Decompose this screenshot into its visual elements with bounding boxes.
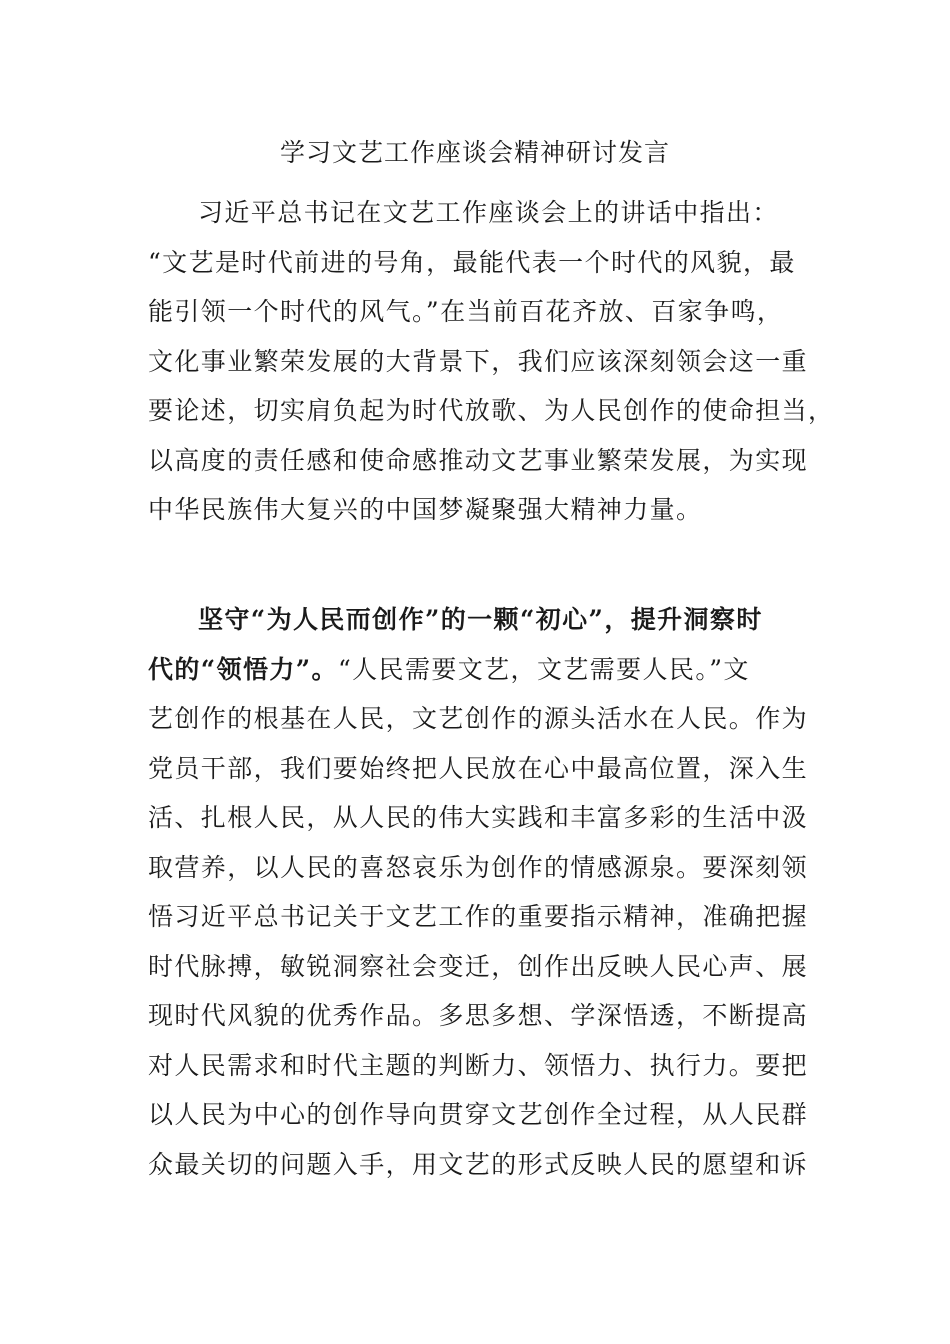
section-heading-end: 代的“领悟力”。 [148,654,338,684]
paragraph-line: 悟习近平总书记关于文艺工作的重要指示精神，准确把握 [148,902,809,931]
paragraph-line: 以高度的责任感和使命感推动文艺事业繁荣发展，为实现 [148,445,809,475]
paragraph-line: 对人民需求和时代主题的判断力、领悟力、执行力。要把 [148,1050,809,1080]
paragraph-line: “文艺是时代前进的号角，最能代表一个时代的风貌，最 [148,247,796,277]
page-title: 学习文艺工作座谈会精神研讨发言 [279,138,670,167]
paragraph-line: 习近平总书记在文艺工作座谈会上的讲话中指出： [198,198,779,227]
paragraph-line: 能引领一个时代的风气。”在当前百花齐放、百家争鸣， [148,297,784,326]
paragraph-line: 现时代风貌的优秀作品。多思多想、学深悟透，不断提高 [148,1001,809,1030]
intro-paragraph [148,188,835,535]
section-heading: 坚守“为人民而创作”的一颗“初心”，提升洞察时 [198,605,763,634]
quote-text: “人民需要文艺，文艺需要人民。”文 [337,654,750,684]
section-paragraph [148,595,809,1189]
paragraph-line: 活、扎根人民，从人民的伟大实践和丰富多彩的生活中汲 [148,803,809,832]
paragraph-line: 文化事业繁荣发展的大背景下，我们应该深刻领会这一重 [148,346,809,376]
paragraph-line: 时代脉搏，敏锐洞察社会变迁，创作出反映人民心声、展 [148,951,809,981]
paragraph-line: 众最关切的问题入手，用文艺的形式反映人民的愿望和诉 [148,1149,809,1179]
paragraph-line: 以人民为中心的创作导向贯穿文艺创作全过程，从人民群 [148,1100,809,1129]
paragraph-line: 党员干部，我们要始终把人民放在心中最高位置，深入生 [148,753,809,783]
paragraph-line: 艺创作的根基在人民，文艺创作的源头活水在人民。作为 [148,704,809,733]
paragraph-line: 要论述，切实肩负起为时代放歌、为人民创作的使命担当， [148,396,835,425]
paragraph-line [148,645,796,695]
paragraph-line: 取营养，以人民的喜怒哀乐为创作的情感源泉。要深刻领 [148,852,809,882]
paragraph-line: 中华民族伟大复兴的中国梦凝聚强大精神力量。 [148,495,703,524]
